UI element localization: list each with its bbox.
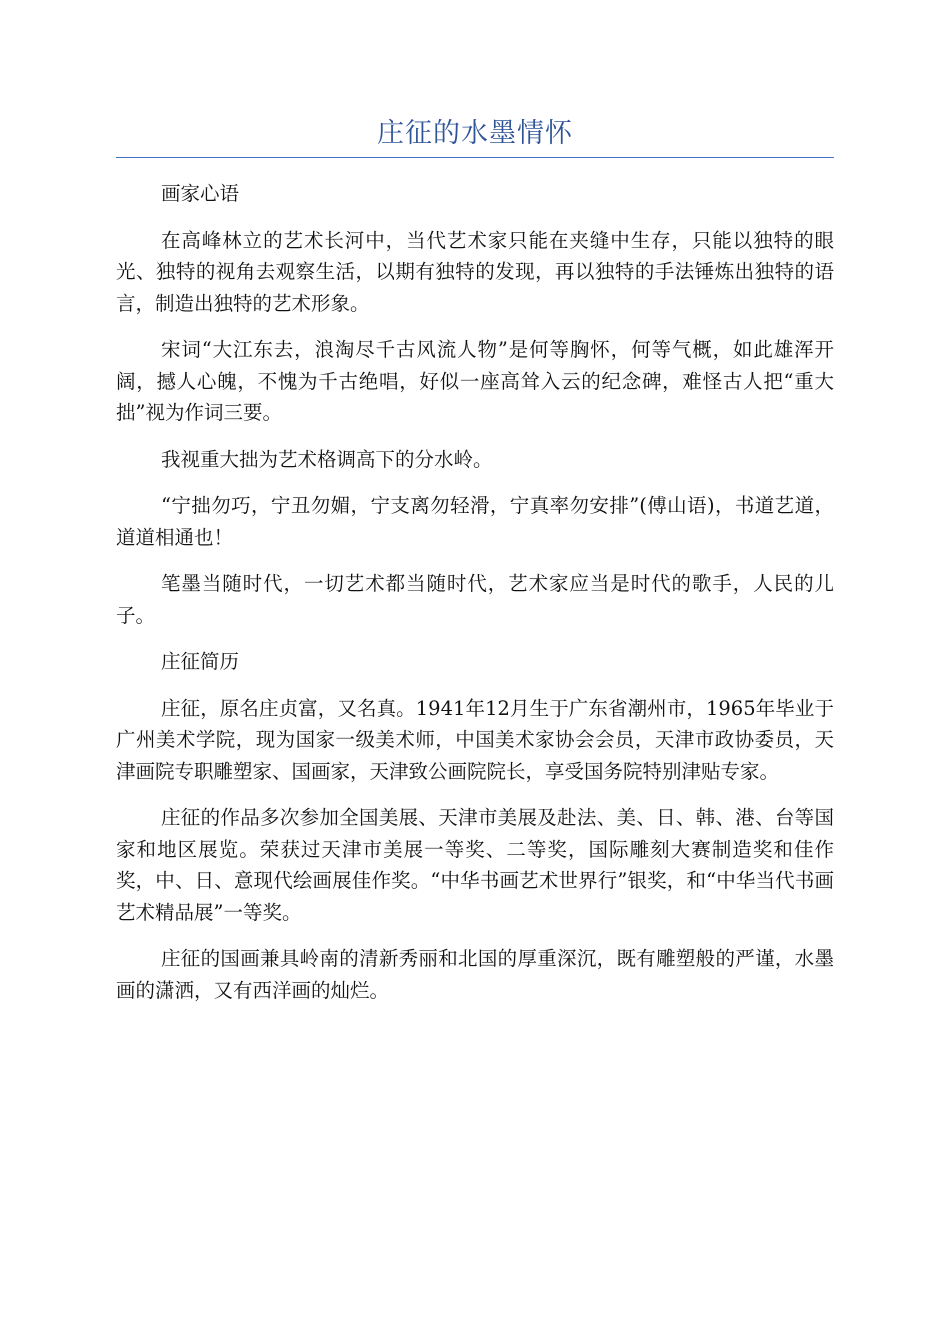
- paragraph: 庄征，原名庄贞富，又名真。1941年12月生于广东省潮州市，1965年毕业于广州美术学院，现为国家一级美术师，中国美术家协会会员，天津市政协委员，天津画院专职雕塑家、国画家，天津致公画院院长，享受国务院特别津贴专家。: [116, 696, 834, 783]
- paragraph: 宋词“大江东去，浪淘尽千古风流人物”是何等胸怀，何等气概，如此雄浑开阔，撼人心魄，不愧为千古绝唱，好似一座高耸入云的纪念碑，难怪古人把“重大拙”视为作词三要。: [116, 338, 834, 424]
- paragraph: 笔墨当随时代，一切艺术都当随时代，艺术家应当是时代的歌手，人民的儿子。: [116, 572, 834, 627]
- paragraph: 在高峰林立的艺术长河中，当代艺术家只能在夹缝中生存，只能以独特的眼光、独特的视角去观察生活，以期有独特的发现，再以独特的手法锤炼出独特的语言，制造出独特的艺术形象。: [116, 228, 834, 315]
- paragraph-heading-artist-words: 画家心语: [161, 182, 240, 205]
- paragraph: 庄征的作品多次参加全国美展、天津市美展及赴法、美、日、韩、港、台等国家和地区展览。荣获过天津市美展一等奖、二等奖，国际雕刻大赛制造奖和佳作奖，中、日、意现代绘画展佳作奖。“中华书画艺术世界行”银奖，和“中华当代书画艺术精品展”一等奖。: [116, 806, 834, 924]
- document-title: 庄征的水墨情怀: [116, 117, 834, 158]
- paragraph-heading-biography: 庄征简历: [161, 650, 240, 673]
- paragraph: 庄征的国画兼具岭南的清新秀丽和北国的厚重深沉，既有雕塑般的严谨，水墨画的潇洒，又有西洋画的灿烂。: [116, 947, 834, 1002]
- document-body: [116, 178, 834, 1006]
- paragraph: 我视重大拙为艺术格调高下的分水岭。: [161, 447, 493, 471]
- paragraph: “宁拙勿巧，宁丑勿媚，宁支离勿轻滑，宁真率勿安排”(傅山语)，书道艺道，道道相通也！: [116, 494, 834, 549]
- document-page: [116, 0, 834, 1021]
